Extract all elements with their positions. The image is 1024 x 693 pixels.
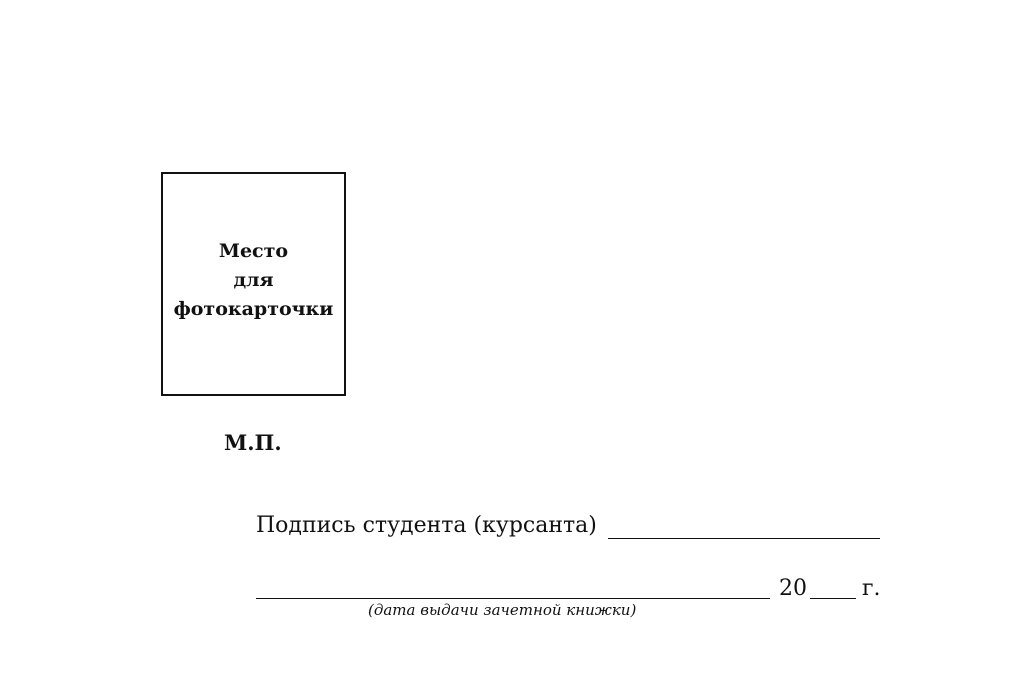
issue-date-line: [256, 598, 770, 599]
year-prefix: 20: [779, 576, 807, 601]
photo-placeholder-line-3: фотокарточки: [173, 297, 334, 320]
photo-placeholder-box: [161, 172, 346, 396]
signature-line: [608, 538, 880, 539]
photo-placeholder-line-2: для: [233, 268, 274, 291]
photo-placeholder-line-1: Место: [218, 239, 289, 262]
signature-label: Подпись студента (курсанта): [256, 513, 597, 538]
year-suffix: г.: [862, 576, 881, 601]
stamp-place-label: М.П.: [224, 430, 282, 455]
year-blank-line: [810, 598, 856, 599]
issue-date-caption: (дата выдачи зачетной книжки): [368, 601, 637, 619]
